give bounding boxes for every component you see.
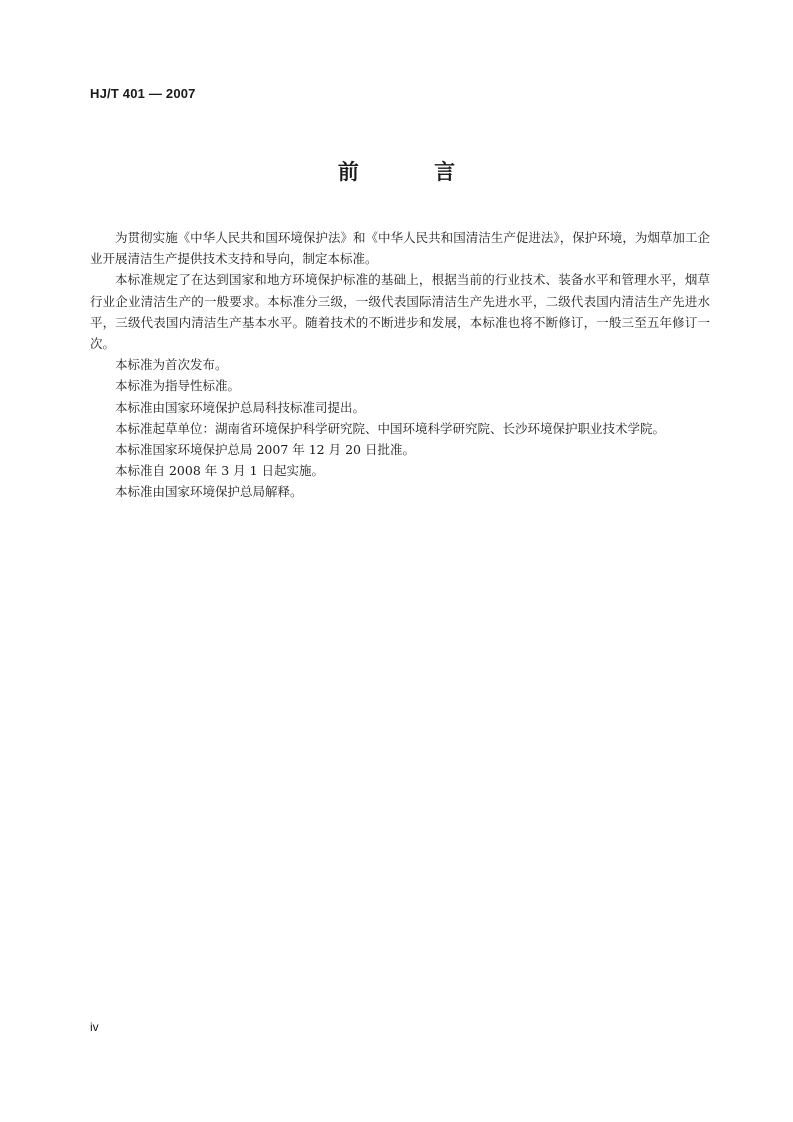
foreword-body — [90, 227, 710, 503]
paragraph-scope: 本标准规定了在达到国家和地方环境保护标准的基础上，根据当前的行业技术、装备水平和管理水平，烟草行业企业清洁生产的一般要求。本标准分三级，一级代表国际清洁生产先进水平，二级代表国内清洁生产先进水平，三级代表国内清洁生产基本水平。随着技术的不断进步和发展，本标准也将不断修订，一般三至五年修订一次。 — [90, 272, 710, 352]
paragraph-drafting-units: 本标准起草单位：湖南省环境保护科学研究院、中国环境科学研究院、长沙环境保护职业技术学院。 — [115, 420, 666, 436]
page-number: iv — [90, 1020, 99, 1034]
paragraph-first-release: 本标准为首次发布。 — [115, 357, 228, 373]
page-title: 前 言 — [337, 160, 490, 184]
paragraph-proposer: 本标准由国家环境保护总局科技标准司提出。 — [115, 399, 366, 415]
paragraph-purpose: 为贯彻实施《中华人民共和国环境保护法》和《中华人民共和国清洁生产促进法》，保护环境，为烟草加工企业开展清洁生产提供技术支持和导向，制定本标准。 — [90, 230, 710, 267]
paragraph-effective-date: 本标准自 2008 年 3 月 1 日起实施。 — [115, 463, 325, 479]
paragraph-interpretation: 本标准由国家环境保护总局解释。 — [115, 484, 303, 500]
paragraph-guidance: 本标准为指导性标准。 — [115, 378, 241, 394]
standard-code: HJ/T 401 — 2007 — [90, 86, 196, 101]
paragraph-approval: 本标准国家环境保护总局 2007 年 12 月 20 日批准。 — [115, 442, 415, 458]
